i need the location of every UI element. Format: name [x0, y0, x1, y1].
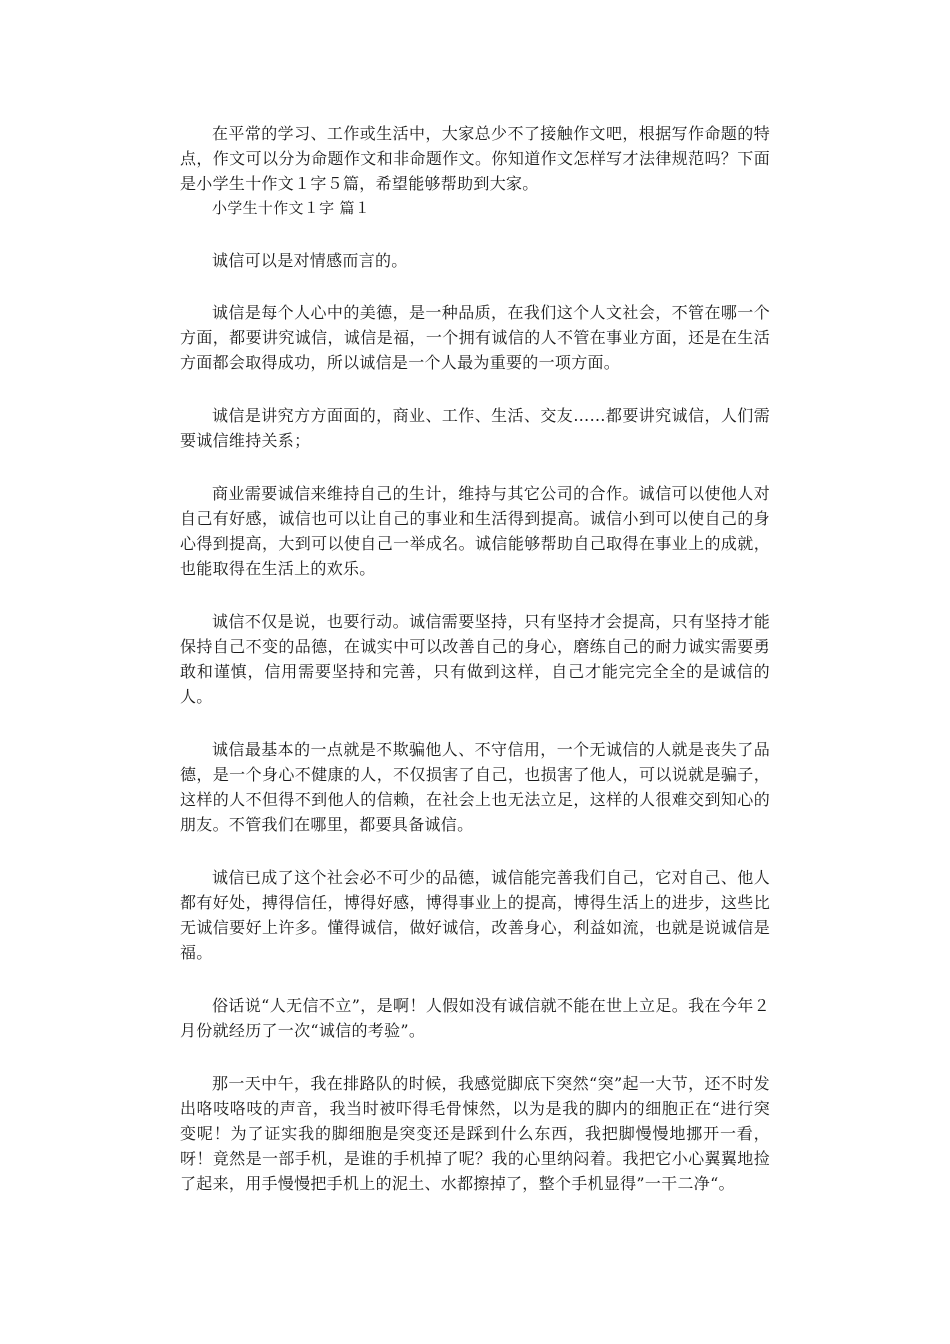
body-paragraph: 诚信最基本的一点就是不欺骗他人、不守信用，一个无诚信的人就是丧失了品德，是一个身心不健康的人，不仅损害了自己，也损害了他人，可以说就是骗子，这样的人不但得不到他人的信赖，在社会上也无法立足，这样的人很难交到知心的朋友。不管我们在哪里，都要具备诚信。 — [180, 740, 770, 834]
intro-paragraph: 在平常的学习、工作或生活中，大家总少不了接触作文吧，根据写作命题的特点，作文可以分为命题作文和非命题作文。你知道作文怎样写才法律规范吗？下面是小学生十作文１字５篇，希望能够帮助到大家。 — [180, 124, 770, 193]
body-paragraph: 诚信已成了这个社会必不可少的品德，诚信能完善我们自己，它对自己、他人都有好处，搏得信任，博得好感，博得事业上的提高，博得生活上的进步，这些比无诚信要好上许多。懂得诚信，做好诚信，改善身心，利益如流，也就是说诚信是福。 — [180, 868, 770, 962]
section-title: 小学生十作文１字 篇１ — [212, 199, 371, 217]
body-paragraph: 诚信是讲究方方面面的，商业、工作、生活、交友……都要讲究诚信，人们需要诚信维持关系； — [180, 406, 770, 450]
body-paragraph: 诚信是每个人心中的美德，是一种品质，在我们这个人文社会，不管在哪一个方面，都要讲究诚信，诚信是福，一个拥有诚信的人不管在事业方面，还是在生活方面都会取得成功，所以诚信是一个人最为重要的一项方面。 — [180, 303, 770, 372]
body-paragraph: 俗话说“人无信不立”，是啊！人假如没有诚信就不能在世上立足。我在今年２月份就经历了一次“诚信的考验”。 — [180, 996, 770, 1040]
body-paragraph: 诚信不仅是说，也要行动。诚信需要坚持，只有坚持才会提高，只有坚持才能保持自己不变的品德，在诚实中可以改善自己的身心，磨练自己的耐力诚实需要勇敢和谨慎，信用需要坚持和完善，只有做到这样，自己才能完完全全的是诚信的人。 — [180, 612, 770, 706]
document-body — [180, 121, 770, 1196]
body-paragraph: 那一天中午，我在排路队的时候，我感觉脚底下突然“突”起一大节，还不时发出咯吱咯吱的声音，我当时被吓得毛骨悚然，以为是我的脚内的细胞正在“进行突变呢！为了证实我的脚细胞是突变还是踩到什么东西，我把脚慢慢地挪开一看，呀！竟然是一部手机，是谁的手机掉了呢？我的心里纳闷着。我把它小心翼翼地捡了起来，用手慢慢把手机上的泥土、水都擦掉了，整个手机显得”一干二净“。 — [180, 1074, 770, 1193]
body-paragraph: 诚信可以是对情感而言的。 — [212, 251, 408, 270]
body-paragraph: 商业需要诚信来维持自己的生计，维持与其它公司的合作。诚信可以使他人对自己有好感，诚信也可以让自己的事业和生活得到提高。诚信小到可以使自己的身心得到提高，大到可以使自己一举成名。诚信能够帮助自己取得在事业上的成就，也能取得在生活上的欢乐。 — [180, 484, 770, 578]
